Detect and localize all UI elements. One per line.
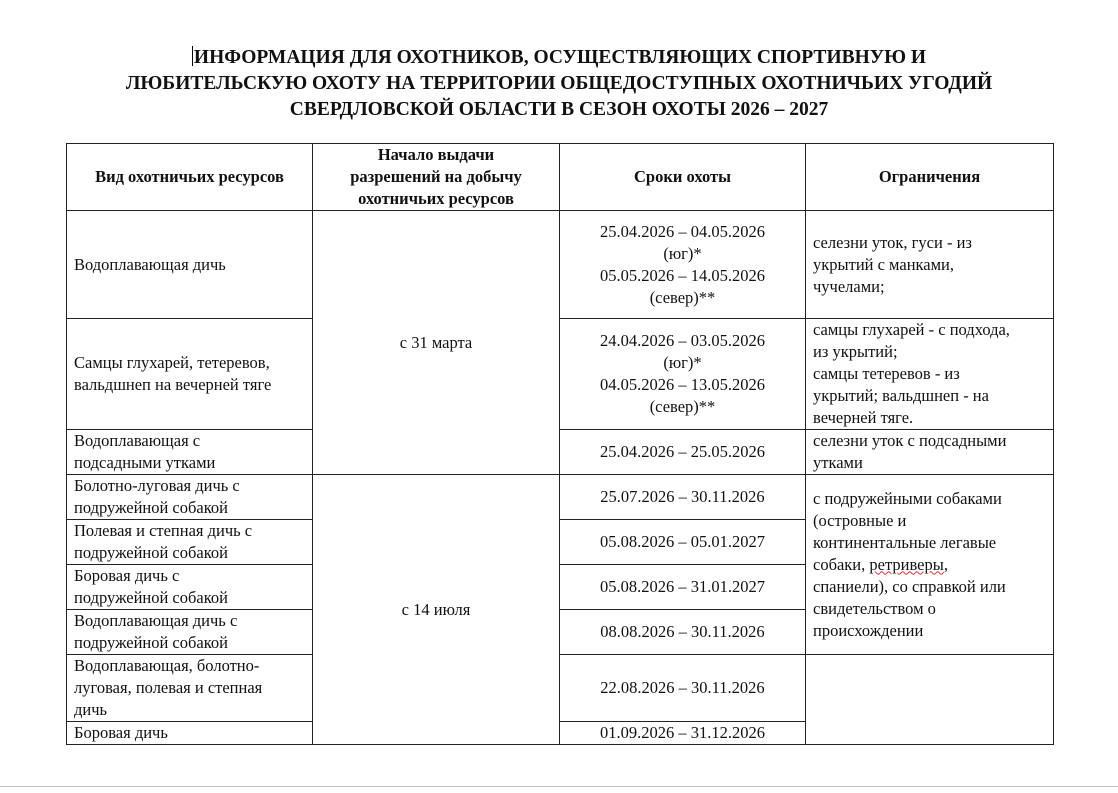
restriction-cell: селезни уток, гуси - из укрытий с манками, чучелами; — [806, 211, 1054, 319]
table-row — [67, 655, 1054, 722]
page-bottom-divider — [0, 786, 1118, 787]
title-line-2: ЛЮБИТЕЛЬСКУЮ ОХОТУ НА ТЕРРИТОРИИ ОБЩЕДОСТУПНЫХ ОХОТНИЧЬИХ УГОДИЙ — [125, 73, 993, 94]
title-line-1: ИНФОРМАЦИЯ ДЛЯ ОХОТНИКОВ, ОСУЩЕСТВЛЯЮЩИХ СПОРТИВНУЮ И — [193, 47, 927, 68]
table-row — [67, 211, 1054, 319]
dates-cell: 25.07.2026 – 30.11.2026 — [560, 475, 806, 520]
species-cell: Боровая дичь с подружейной собакой — [67, 565, 313, 610]
spellcheck-underline: ретриверы — [869, 554, 944, 574]
species-cell: Полевая и степная дичь с подружейной собакой — [67, 520, 313, 565]
species-cell: Болотно-луговая дичь с подружейной собакой — [67, 475, 313, 520]
dates-cell: 22.08.2026 – 30.11.2026 — [560, 655, 806, 722]
restriction-cell: самцы глухарей - с подхода, из укрытий; самцы тетеревов - из укрытий; вальдшнеп - на вечерней тяге. — [806, 319, 1054, 430]
title-line-3: СВЕРДЛОВСКОЙ ОБЛАСТИ В СЕЗОН ОХОТЫ 2026 – 2027 — [289, 99, 829, 120]
header-restrictions: Ограничения — [806, 144, 1054, 211]
hunting-schedule-table — [66, 143, 1054, 745]
header-row — [67, 144, 1054, 211]
header-dates: Сроки охоты — [560, 144, 806, 211]
species-cell: Боровая дичь — [67, 722, 313, 745]
table-row — [67, 319, 1054, 430]
text-cursor — [192, 46, 193, 66]
dates-cell: 01.09.2026 – 31.12.2026 — [560, 722, 806, 745]
species-cell: Водоплавающая с подсадными утками — [67, 430, 313, 475]
species-cell: Водоплавающая дичь — [67, 211, 313, 319]
header-species: Вид охотничьих ресурсов — [67, 144, 313, 211]
dates-cell: 05.08.2026 – 31.01.2027 — [560, 565, 806, 610]
restriction-cell: селезни уток с подсадными утками — [806, 430, 1054, 475]
dog-restriction-cell: с подружейными собаками (островные и континентальные легавые собаки, ретриверы, спаниели), со справкой или свидетельством о происхождении — [806, 475, 1054, 655]
document-title — [40, 45, 1078, 123]
dates-cell: 05.08.2026 – 05.01.2027 — [560, 520, 806, 565]
species-cell: Самцы глухарей, тетеревов, вальдшнеп на вечерней тяге — [67, 319, 313, 430]
permit-start-summer: с 14 июля — [313, 475, 560, 745]
permit-start-spring: с 31 марта — [313, 211, 560, 475]
dates-cell: 25.04.2026 – 25.05.2026 — [560, 430, 806, 475]
dates-cell: 08.08.2026 – 30.11.2026 — [560, 610, 806, 655]
empty-restriction-cell — [806, 655, 1054, 745]
header-permits: Начало выдачи разрешений на добычу охотничьих ресурсов — [313, 144, 560, 211]
species-cell: Водоплавающая дичь с подружейной собакой — [67, 610, 313, 655]
species-cell: Водоплавающая, болотно- луговая, полевая и степная дичь — [67, 655, 313, 722]
table-row — [67, 475, 1054, 520]
dates-cell: 25.04.2026 – 04.05.2026 (юг)* 05.05.2026 – 14.05.2026 (север)** — [560, 211, 806, 319]
dates-cell: 24.04.2026 – 03.05.2026 (юг)* 04.05.2026 – 13.05.2026 (север)** — [560, 319, 806, 430]
table-row — [67, 430, 1054, 475]
